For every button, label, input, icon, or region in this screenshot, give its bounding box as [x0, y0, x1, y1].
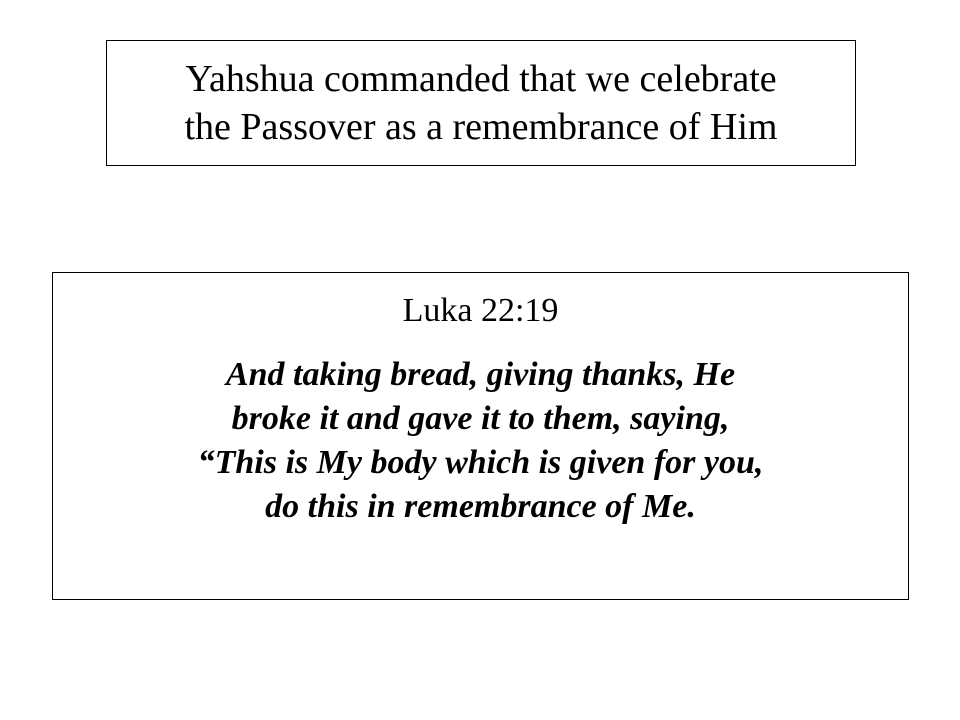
verse-line-2: broke it and gave it to them, saying, [231, 400, 730, 437]
verse-reference: Luka 22:19 [402, 292, 559, 329]
title-line-1: Yahshua commanded that we celebrate [185, 58, 777, 100]
title-line-2: the Passover as a remembrance of Him [184, 106, 778, 148]
verse-line-3: “This is My body which is given for you, [197, 444, 764, 481]
verse-box [52, 272, 909, 600]
title-box [106, 40, 856, 166]
verse-line-4: do this in remembrance of Me. [265, 488, 696, 525]
verse-line-1: And taking bread, giving thanks, He [225, 356, 736, 393]
verse-text [53, 353, 908, 529]
